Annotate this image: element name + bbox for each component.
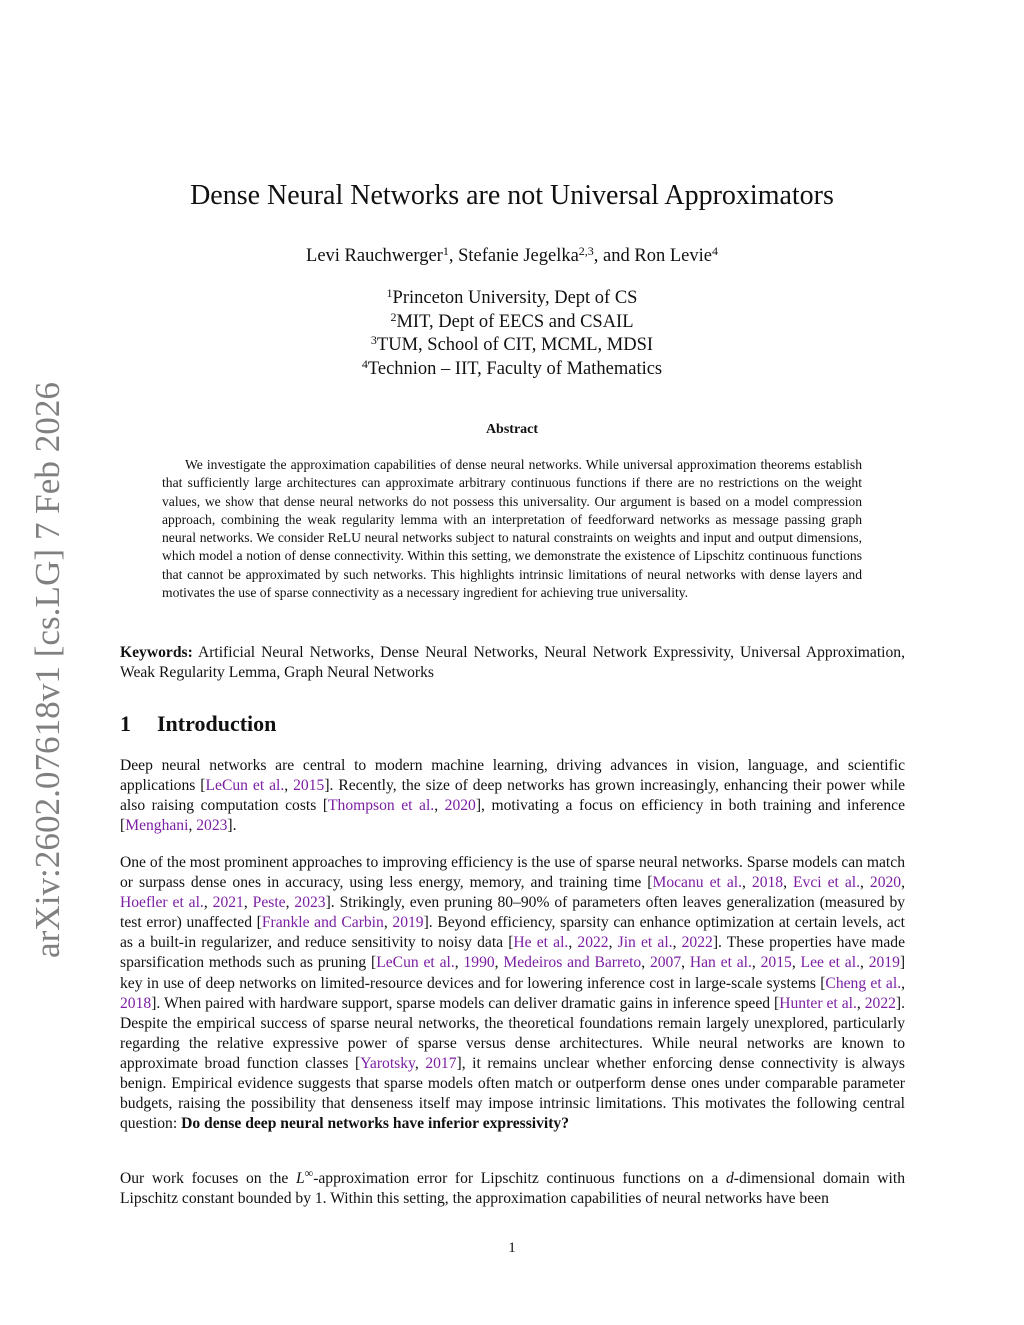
citation-link[interactable]: LeCun et al. [205,777,285,795]
author-name: Levi Rauchwerger [306,246,443,266]
paragraph-text: , [414,1054,426,1072]
citation-link[interactable]: Menghani [125,817,189,835]
paragraph-text: , [568,934,578,952]
citation-link[interactable]: Peste [252,894,286,912]
author-affil-mark: 2,3 [578,244,594,258]
keywords-label: Keywords: [120,644,193,661]
paragraph [120,1166,905,1209]
paragraph-text: , [608,934,618,952]
paragraph-text: ]. Despite the empirical success of sparse neural networks, the theoretical foundations remain largely unexplored, particularly regarding the relative expressive power of sparse versus dense architectures. While neural networks are known to approximate broad function classes [ [120,994,906,1072]
citation-link[interactable]: 2020 [869,874,902,892]
citation-link[interactable]: Jin et al. [617,934,673,952]
affiliation-list [0,287,1024,381]
citation-link[interactable]: 2020 [444,797,476,815]
citation-link[interactable]: 2015 [293,777,325,795]
keywords [120,643,905,683]
paragraph [120,756,905,836]
paragraph-text: , [859,954,869,972]
paragraph-text: , [791,954,801,972]
author-name: Stefanie Jegelka [458,246,579,266]
paragraph-text: , [783,874,793,892]
arxiv-stamp [25,380,70,960]
paragraph-text: ], motivating a focus on efficiency in both training and inference [ [120,797,905,835]
citation-link[interactable]: 2023 [294,894,326,912]
paragraph-text: ]. Recently, the size of deep networks has grown increasingly, enhancing their power while also raising computation costs [ [120,777,905,815]
paragraph-text: , [188,817,197,835]
keywords-text: Artificial Neural Networks, Dense Neural Networks, Neural Network Expressivity, Universal Approximation, Weak Regularity Lemma, Graph Neural Networks [120,644,905,681]
paragraph-text: , [901,974,905,992]
paragraph-text: -approximation error for Lipschitz continuous functions on a [313,1170,726,1187]
paragraph-text: , [383,914,393,932]
paragraph-text: , [284,777,294,795]
citation-link[interactable]: Medeiros and Barreto [503,954,642,972]
abstract-heading: Abstract [485,422,539,437]
paragraph-text: , [285,894,295,912]
affil-mark: 2 [390,309,397,324]
author-name: Ron Levie [634,246,712,266]
arxiv-stamp-text: arXiv:2602.07618v1 [cs.LG] 7 Feb 2026 [28,384,67,958]
paragraph-text: , [856,994,865,1012]
citation-link[interactable]: Hunter et al. [779,994,857,1012]
citation-link[interactable]: Lee et al. [800,954,860,972]
paragraph-text: One of the most prominent approaches to improving efficiency is the use of sparse neural networks. Sparse models can match or surpass dense ones in accuracy, using less energy, memory, and training time [ [120,854,905,892]
author-list [0,246,1024,267]
citation-link[interactable]: Frankle and Carbin [261,914,384,932]
citation-link[interactable]: 2022 [577,934,609,952]
affil-text: Technion – IIT, Faculty of Mathematics [367,358,663,379]
paragraph-text: ]. [227,817,237,835]
citation-link[interactable]: 2007 [649,954,682,972]
affil-mark: 3 [370,333,377,347]
paragraph-text: Our work focuses on the [120,1170,296,1187]
affil-text: TUM, School of CIT, MCML, MDSI [376,335,654,355]
section-title: Introduction [157,711,277,736]
paragraph-text: , [901,874,905,892]
paragraph-text: Deep neural networks are central to modern machine learning, driving advances in vision, language, and scientific applications [ [120,757,905,795]
math-symbol: d [725,1170,734,1187]
paragraph-text: ]. Strikingly, even pruning 80–90% of parameters often leaves generalization (measured by test error) unaffected [ [120,894,906,932]
paragraph-text: , [454,954,464,972]
paragraph-text: ], it remains unclear whether enforcing dense connectivity is always benign. Empirical evidence suggests that sparse models often match or outperform dense ones under comparable parameter budgets, raising the possibility that denseness itself may impose intrinsic limitations. This motivates the following central question: [120,1054,906,1133]
citation-link[interactable]: 2022 [681,934,713,952]
citation-link[interactable]: He et al. [513,934,569,952]
paragraph-text: , [672,934,682,952]
affiliation [0,334,1024,358]
paragraph-text: ]. When paired with hardware support, sparse models can deliver dramatic gains in inference speed [ [151,994,780,1012]
citation-link[interactable]: 2015 [760,954,792,972]
paragraph-text: , [751,954,761,972]
paragraph-text: ]. These properties have made sparsification methods such as pruning [ [120,934,906,972]
citation-link[interactable]: Mocanu et al. [652,874,742,892]
abstract-body: We investigate the approximation capabilities of dense neural networks. While universal approximation theorems establish that sufficiently large architectures can approximate arbitrary continuous functions if there are no restrictions on the weight values, we show that dense neural networks do not possess this universality. Our argument is based on a model compression approach, combining the weak regularity lemma with an interpretation of feedforward networks as message passing graph neural networks. We consider ReLU neural networks subject to natural constraints on weights and input and output dimensions, which model a notion of dense connectivity. Within this setting, we demonstrate the existence of Lipschitz continuous functions that cannot be approximated by such networks. This highlights intrinsic limitations of neural networks with dense layers and motivates the use of sparse connectivity as a necessary ingredient for achieving true universality. [162,457,862,601]
citation-link[interactable]: 2019 [392,914,424,932]
citation-link[interactable]: 1990 [463,954,495,972]
paragraph-text: , [742,874,752,892]
page-number: 1 [508,1240,516,1256]
paragraph-text: , [243,894,253,912]
citation-link[interactable]: 2018 [751,874,784,892]
section-heading [120,711,276,737]
citation-link[interactable]: LeCun et al. [376,954,455,972]
math-symbol: ∞ [304,1166,314,1180]
citation-link[interactable]: Cheng et al. [825,974,902,992]
paper-title: Dense Neural Networks are not Universal Approximators [190,180,834,211]
paragraph-text: ] key in use of deep networks on limited-resource devices and for lowering inference cost in large-scale systems [ [120,954,906,992]
citation-link[interactable]: 2021 [212,894,244,912]
affil-text: MIT, Dept of EECS and CSAIL [396,311,634,332]
section-number: 1 [120,711,131,736]
author-affil-mark: 1 [442,244,449,258]
citation-link[interactable]: 2023 [196,817,228,835]
math-symbol: L [295,1170,305,1187]
author-affil-mark: 4 [711,244,718,258]
author-separator: , and [593,246,635,266]
citation-link[interactable]: 2017 [425,1054,457,1072]
paragraph [120,853,905,1134]
affil-mark: 4 [361,356,368,371]
paragraph-text: ]. Beyond efficiency, sparsity can enhance optimization at certain levels, act as a built-in regularizer, and reduce sensitivity to noisy data [ [120,914,906,952]
paragraph-text: , [203,894,213,912]
citation-link[interactable]: 2018 [120,994,152,1012]
citation-link[interactable]: Evci et al. [793,874,860,892]
citation-link[interactable]: Hoefler et al. [120,894,204,912]
citation-link[interactable]: Han et al. [689,954,752,972]
affil-text: Princeton University, Dept of CS [392,288,638,308]
affiliation [0,311,1024,335]
paragraph-text: , [681,954,690,972]
affiliation [0,287,1024,311]
affil-mark: 1 [386,286,393,300]
paragraph-text: , [494,954,504,972]
citation-link[interactable]: 2022 [864,994,896,1012]
citation-link[interactable]: Yarotsky [360,1054,415,1072]
paragraph-text: , [434,797,445,815]
affiliation [0,358,1024,382]
citation-link[interactable]: 2019 [868,954,900,972]
author-separator: , [448,246,459,266]
paragraph-text: -dimensional domain with Lipschitz constant bounded by 1. Within this setting, the approximation capabilities of neural networks have been [120,1170,905,1208]
citation-link[interactable]: Thompson et al. [328,797,435,815]
paragraph-text: , [860,874,870,892]
paragraph-text: , [641,954,650,972]
emphasized-question: Do dense deep neural networks have inferior expressivity? [181,1115,570,1133]
